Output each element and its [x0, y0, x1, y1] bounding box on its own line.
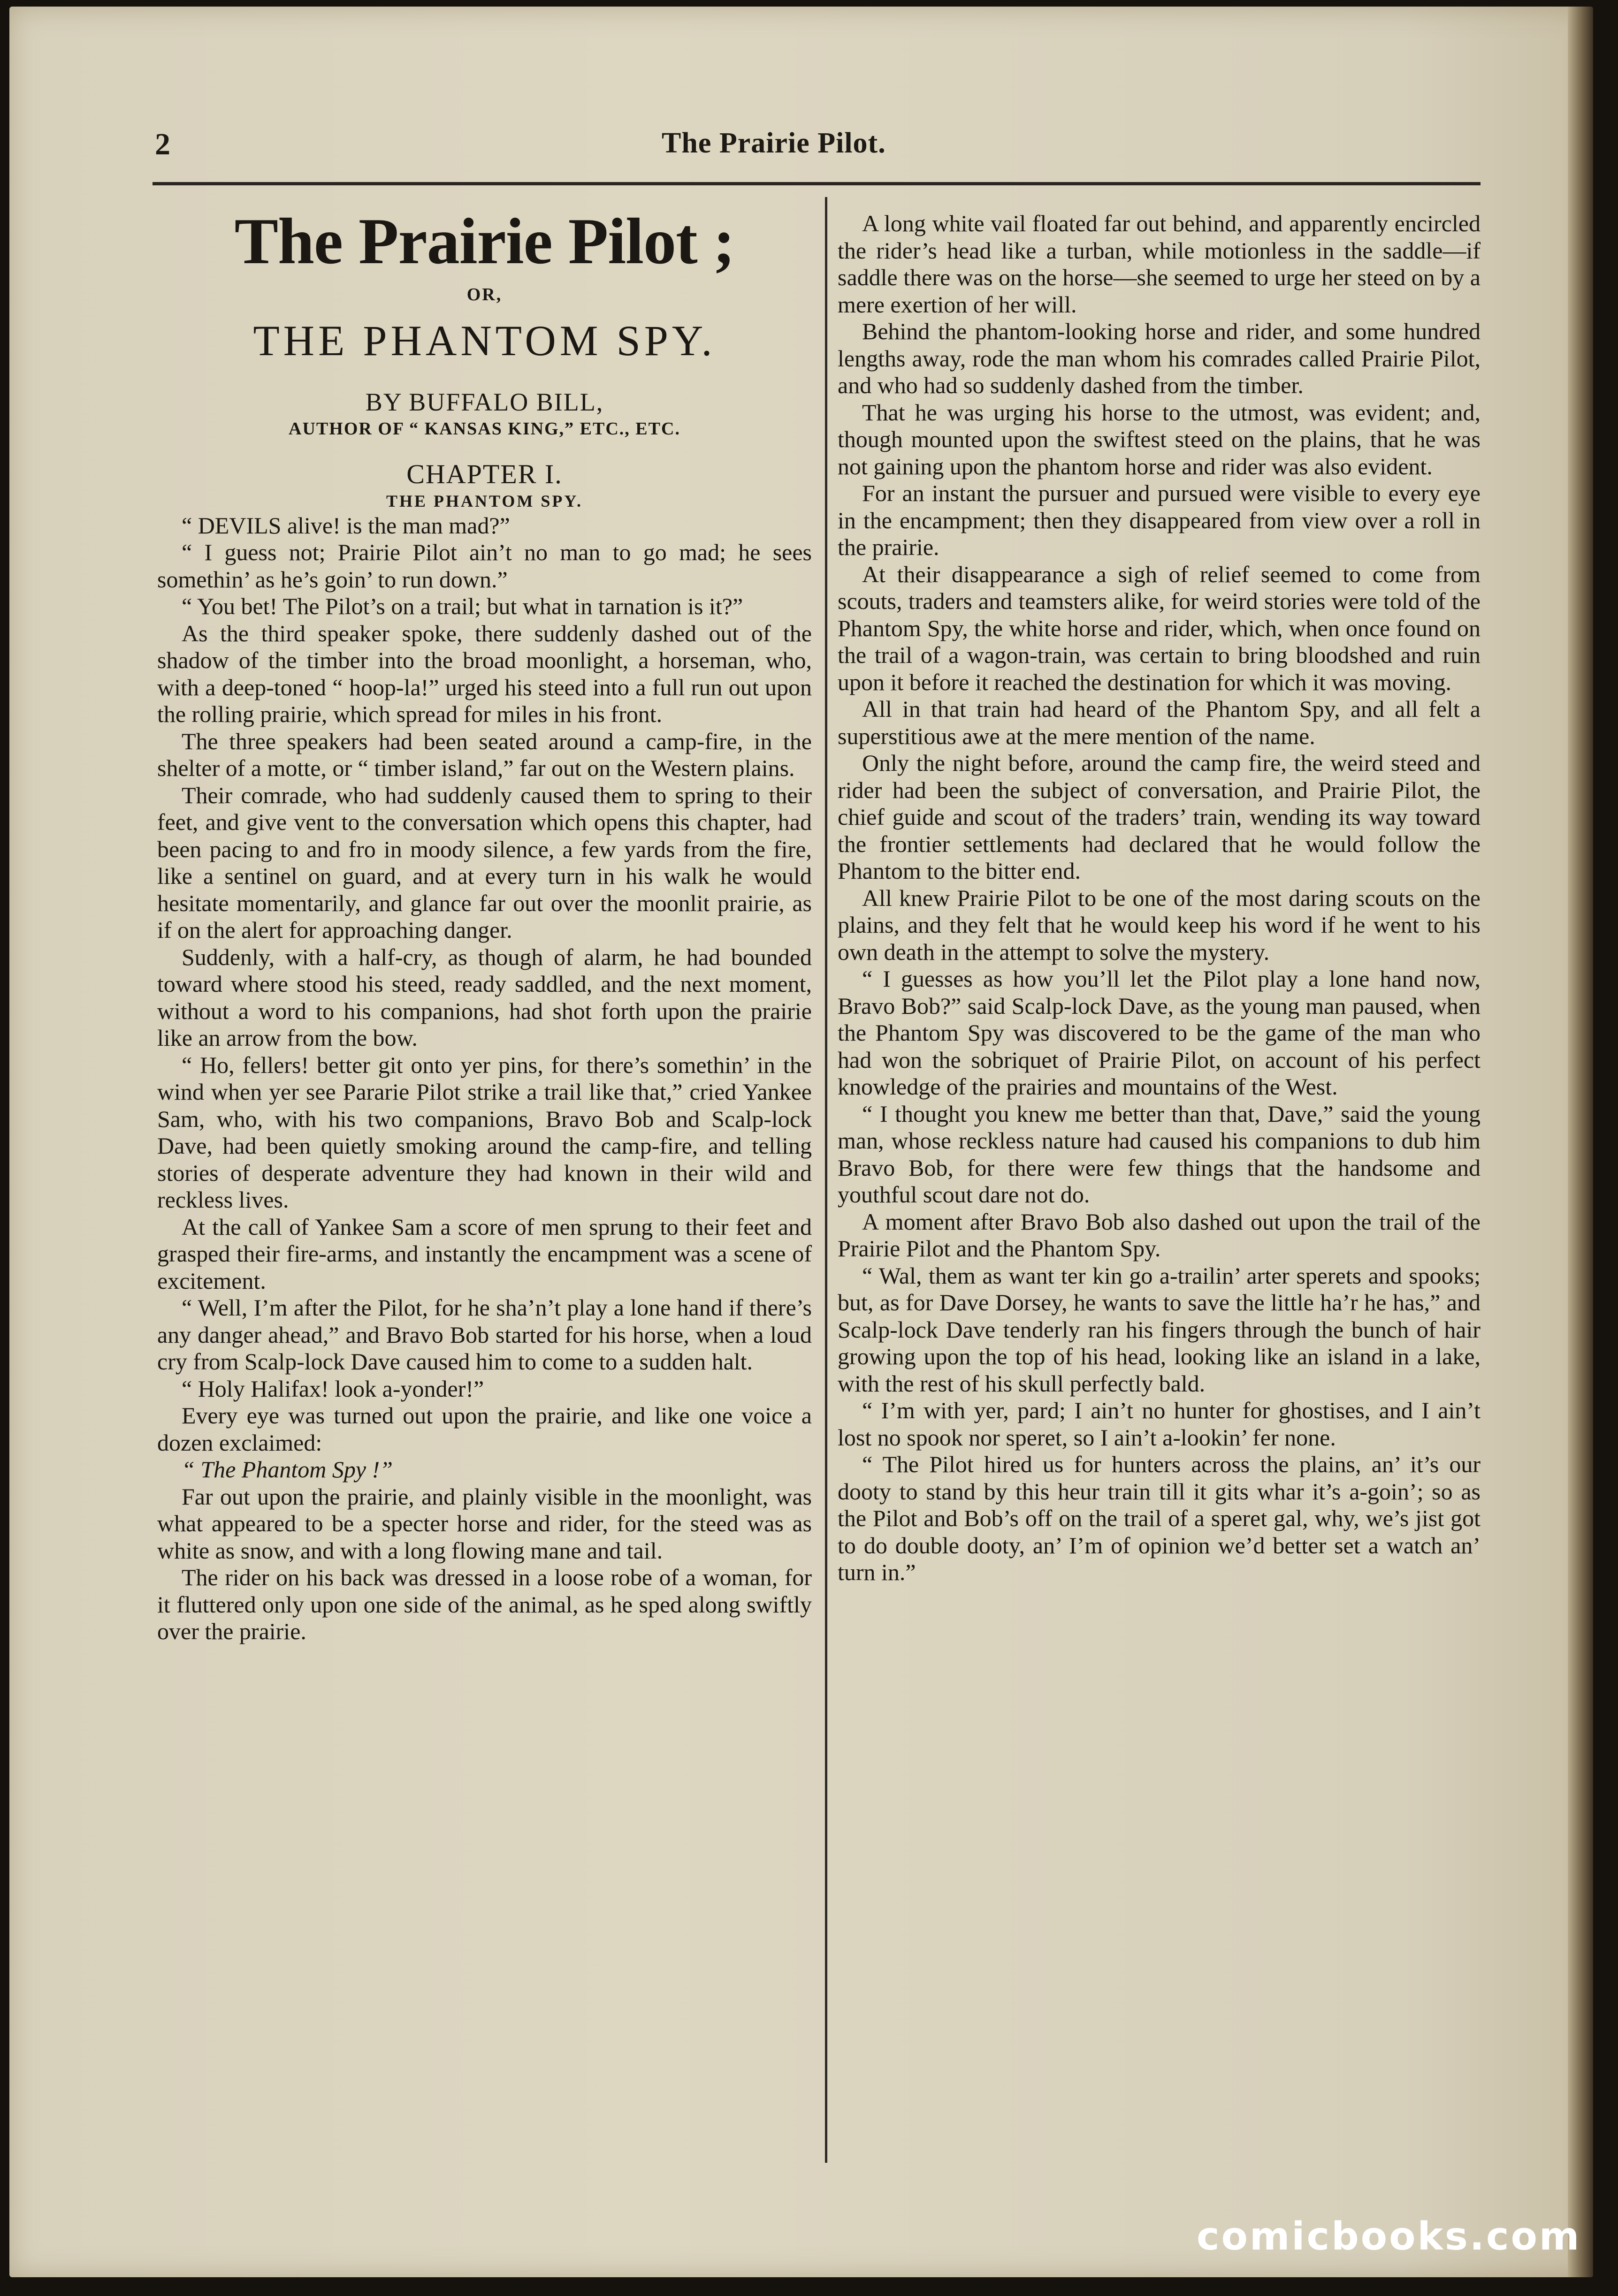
running-header	[155, 127, 1469, 169]
paragraph: Suddenly, with a half-cry, as though of alarm, he had bounded toward where stood his steed, ready saddled, and the next moment, without a word to his companions, had shot forth upon the prairie like an arrow from the bow.	[157, 943, 812, 1051]
author-credits: AUTHOR OF “ KANSAS KING,” ETC., ETC.	[289, 418, 680, 439]
column-divider	[825, 197, 827, 2163]
paragraph: Their comrade, who had suddenly caused them to spring to their feet, and give vent to the conversation which opens this chapter, had been pacing to and fro in moody silence, a few yards from the fire, like a sentinel on guard, and at every turn in his walk he would hesitate momentarily, and glance far out over the moonlit prairie, as if on the alert for approaching danger.	[157, 782, 812, 943]
paragraph: Far out upon the prairie, and plainly visible in the moonlight, was what appeared to be a specter horse and rider, for the steed was as white as snow, and with a long flowing mane and tail.	[157, 1483, 812, 1564]
paragraph: “ I guesses as how you’ll let the Pilot play a lone hand now, Bravo Bob?” said Scalp-lock Dave, as the young man paused, when the Phantom Spy was discovered to be the game of the man who had won the sobriquet of Prairie Pilot, on account of his perfect knowledge of the prairies and mountains of the West.	[838, 966, 1481, 1100]
byline: BY BUFFALO BILL,	[365, 388, 604, 416]
running-title: The Prairie Pilot.	[662, 127, 886, 159]
watermark: comicbooks.com	[1197, 2214, 1581, 2259]
paragraph: “ I guess not; Prairie Pilot ain’t no man to go mad; he sees somethin’ as he’s goin’ to run down.”	[157, 539, 812, 593]
chapter-title: THE PHANTOM SPY.	[386, 491, 583, 510]
paragraph: Behind the phantom-looking horse and rider, and some hundred lengths away, rode the man whom his comrades called Prairie Pilot, and who had so suddenly dashed from the timber.	[838, 318, 1481, 398]
paragraph: As the third speaker spoke, there suddenly dashed out of the shadow of the timber into the broad moonlight, a horseman, who, with a deep-toned “ hoop-la!” urged his steed into a full run out upon the rolling prairie, which spread for miles in his front.	[157, 620, 812, 727]
paragraph: “ I thought you knew me better than that, Dave,” said the young man, whose reckless nature had caused his companions to dub him Bravo Bob, for there were few things that the handsome and youthful scout dare not do.	[838, 1100, 1481, 1208]
paragraph: “ You bet! The Pilot’s on a trail; but what in tarnation is it?”	[182, 593, 743, 619]
story-or: OR,	[466, 285, 503, 304]
paragraph: A long white vail floated far out behind, and apparently encircled the rider’s head like a turban, while motionless in the saddle—if saddle there was on the horse—she seemed to urge her steed on by a mere exertion of her will.	[838, 210, 1481, 318]
paragraph: “ Ho, fellers! better git onto yer pins, for there’s somethin’ in the wind when yer see Pararie Pilot strike a trail like that,” cried Yankee Sam, who, with his two companions, Bravo Bob and Scalp-lock Dave, had been quietly smoking around the camp-fire, and telling stories of desperate adventure they had known in their wild and reckless lives.	[157, 1051, 812, 1213]
paragraph: “ Holy Halifax! look a-yonder!”	[182, 1375, 484, 1402]
paragraph: At their disappearance a sigh of relief seemed to come from scouts, traders and teamsters alike, for weird stories were told of the Phantom Spy, the white horse and rider, which, when once found on the trail of a wagon-train, was certain to bring bloodshed and ruin upon it before it reached the destination for which it was moving.	[838, 561, 1481, 695]
paragraph: All in that train had heard of the Phantom Spy, and all felt a superstitious awe at the mere mention of the name.	[838, 696, 1481, 749]
paragraph: A moment after Bravo Bob also dashed out upon the trail of the Prairie Pilot and the Phantom Spy.	[838, 1208, 1481, 1262]
paragraph: “ The Pilot hired us for hunters across the plains, an’ it’s our dooty to stand by this heur train till it gits whar it’s a-goin’; so as the Pilot and Bob’s off on the trail of a speret gal, why, we’s jist got to do double dooty, an’ I’m of opinion we’d better set a watch an’ turn in.”	[838, 1451, 1481, 1585]
left-column	[157, 197, 812, 2167]
header-rule	[153, 182, 1481, 185]
paragraph: The rider on his back was dressed in a loose robe of a woman, for it fluttered only upon one side of the animal, as he sped along swiftly over the prairie.	[157, 1564, 812, 1644]
chapter-heading: CHAPTER I.	[406, 458, 563, 489]
story-title: The Prairie Pilot ;	[234, 205, 735, 278]
paragraph: “ DEVILS alive! is the man mad?”	[182, 512, 510, 539]
page-number: 2	[155, 127, 170, 161]
paragraph: At the call of Yankee Sam a score of men sprung to their feet and grasped their fire-arms, and instantly the encampment was a scene of excitement.	[157, 1213, 812, 1294]
right-column	[838, 210, 1481, 2181]
paragraph: “ Wal, them as want ter kin go a-trailin’ arter sperets and spooks; but, as for Dave Dorsey, he wants to save the little ha’r he has,” and Scalp-lock Dave tenderly ran his fingers through the bunch of hair growing upon the top of his head, looking like an island in a lake, with the rest of his skull perfectly bald.	[838, 1262, 1481, 1397]
paragraph: “ I’m with yer, pard; I ain’t no hunter for ghostises, and I ain’t lost no spook nor speret, so I ain’t a-lookin’ fer none.	[838, 1397, 1481, 1451]
paragraph: “ Well, I’m after the Pilot, for he sha’n’t play a lone hand if there’s any danger ahead,” and Bravo Bob started for his horse, when a loud cry from Scalp-lock Dave caused him to come to a sudden halt.	[157, 1294, 812, 1375]
page-spine	[1568, 7, 1593, 2277]
paragraph: “ The Phantom Spy !”	[182, 1456, 393, 1483]
paragraph: The three speakers had been seated around a camp-fire, in the shelter of a motte, or “ timber island,” far out on the Western plains.	[157, 728, 812, 781]
paragraph: All knew Prairie Pilot to be one of the most daring scouts on the plains, and they felt that he would keep his word if he went to his own death in the attempt to solve the mystery.	[838, 884, 1481, 965]
paragraph: Only the night before, around the camp fire, the weird steed and rider had been the subject of conversation, and Prairie Pilot, the chief guide and scout of the traders’ train, wending its way toward the frontier settlements had declared that he would follow the Phantom to the bitter end.	[838, 750, 1481, 884]
paragraph: Every eye was turned out upon the prairie, and like one voice a dozen exclaimed:	[157, 1402, 812, 1456]
paragraph: For an instant the pursuer and pursued were visible to every eye in the encampment; then they disappeared from view over a roll in the prairie.	[838, 480, 1481, 560]
story-subtitle: THE PHANTOM SPY.	[253, 316, 716, 365]
paragraph: That he was urging his horse to the utmost, was evident; and, though mounted upon the swiftest steed on the plains, that he was not gaining upon the phantom horse and rider was also evident.	[838, 399, 1481, 479]
